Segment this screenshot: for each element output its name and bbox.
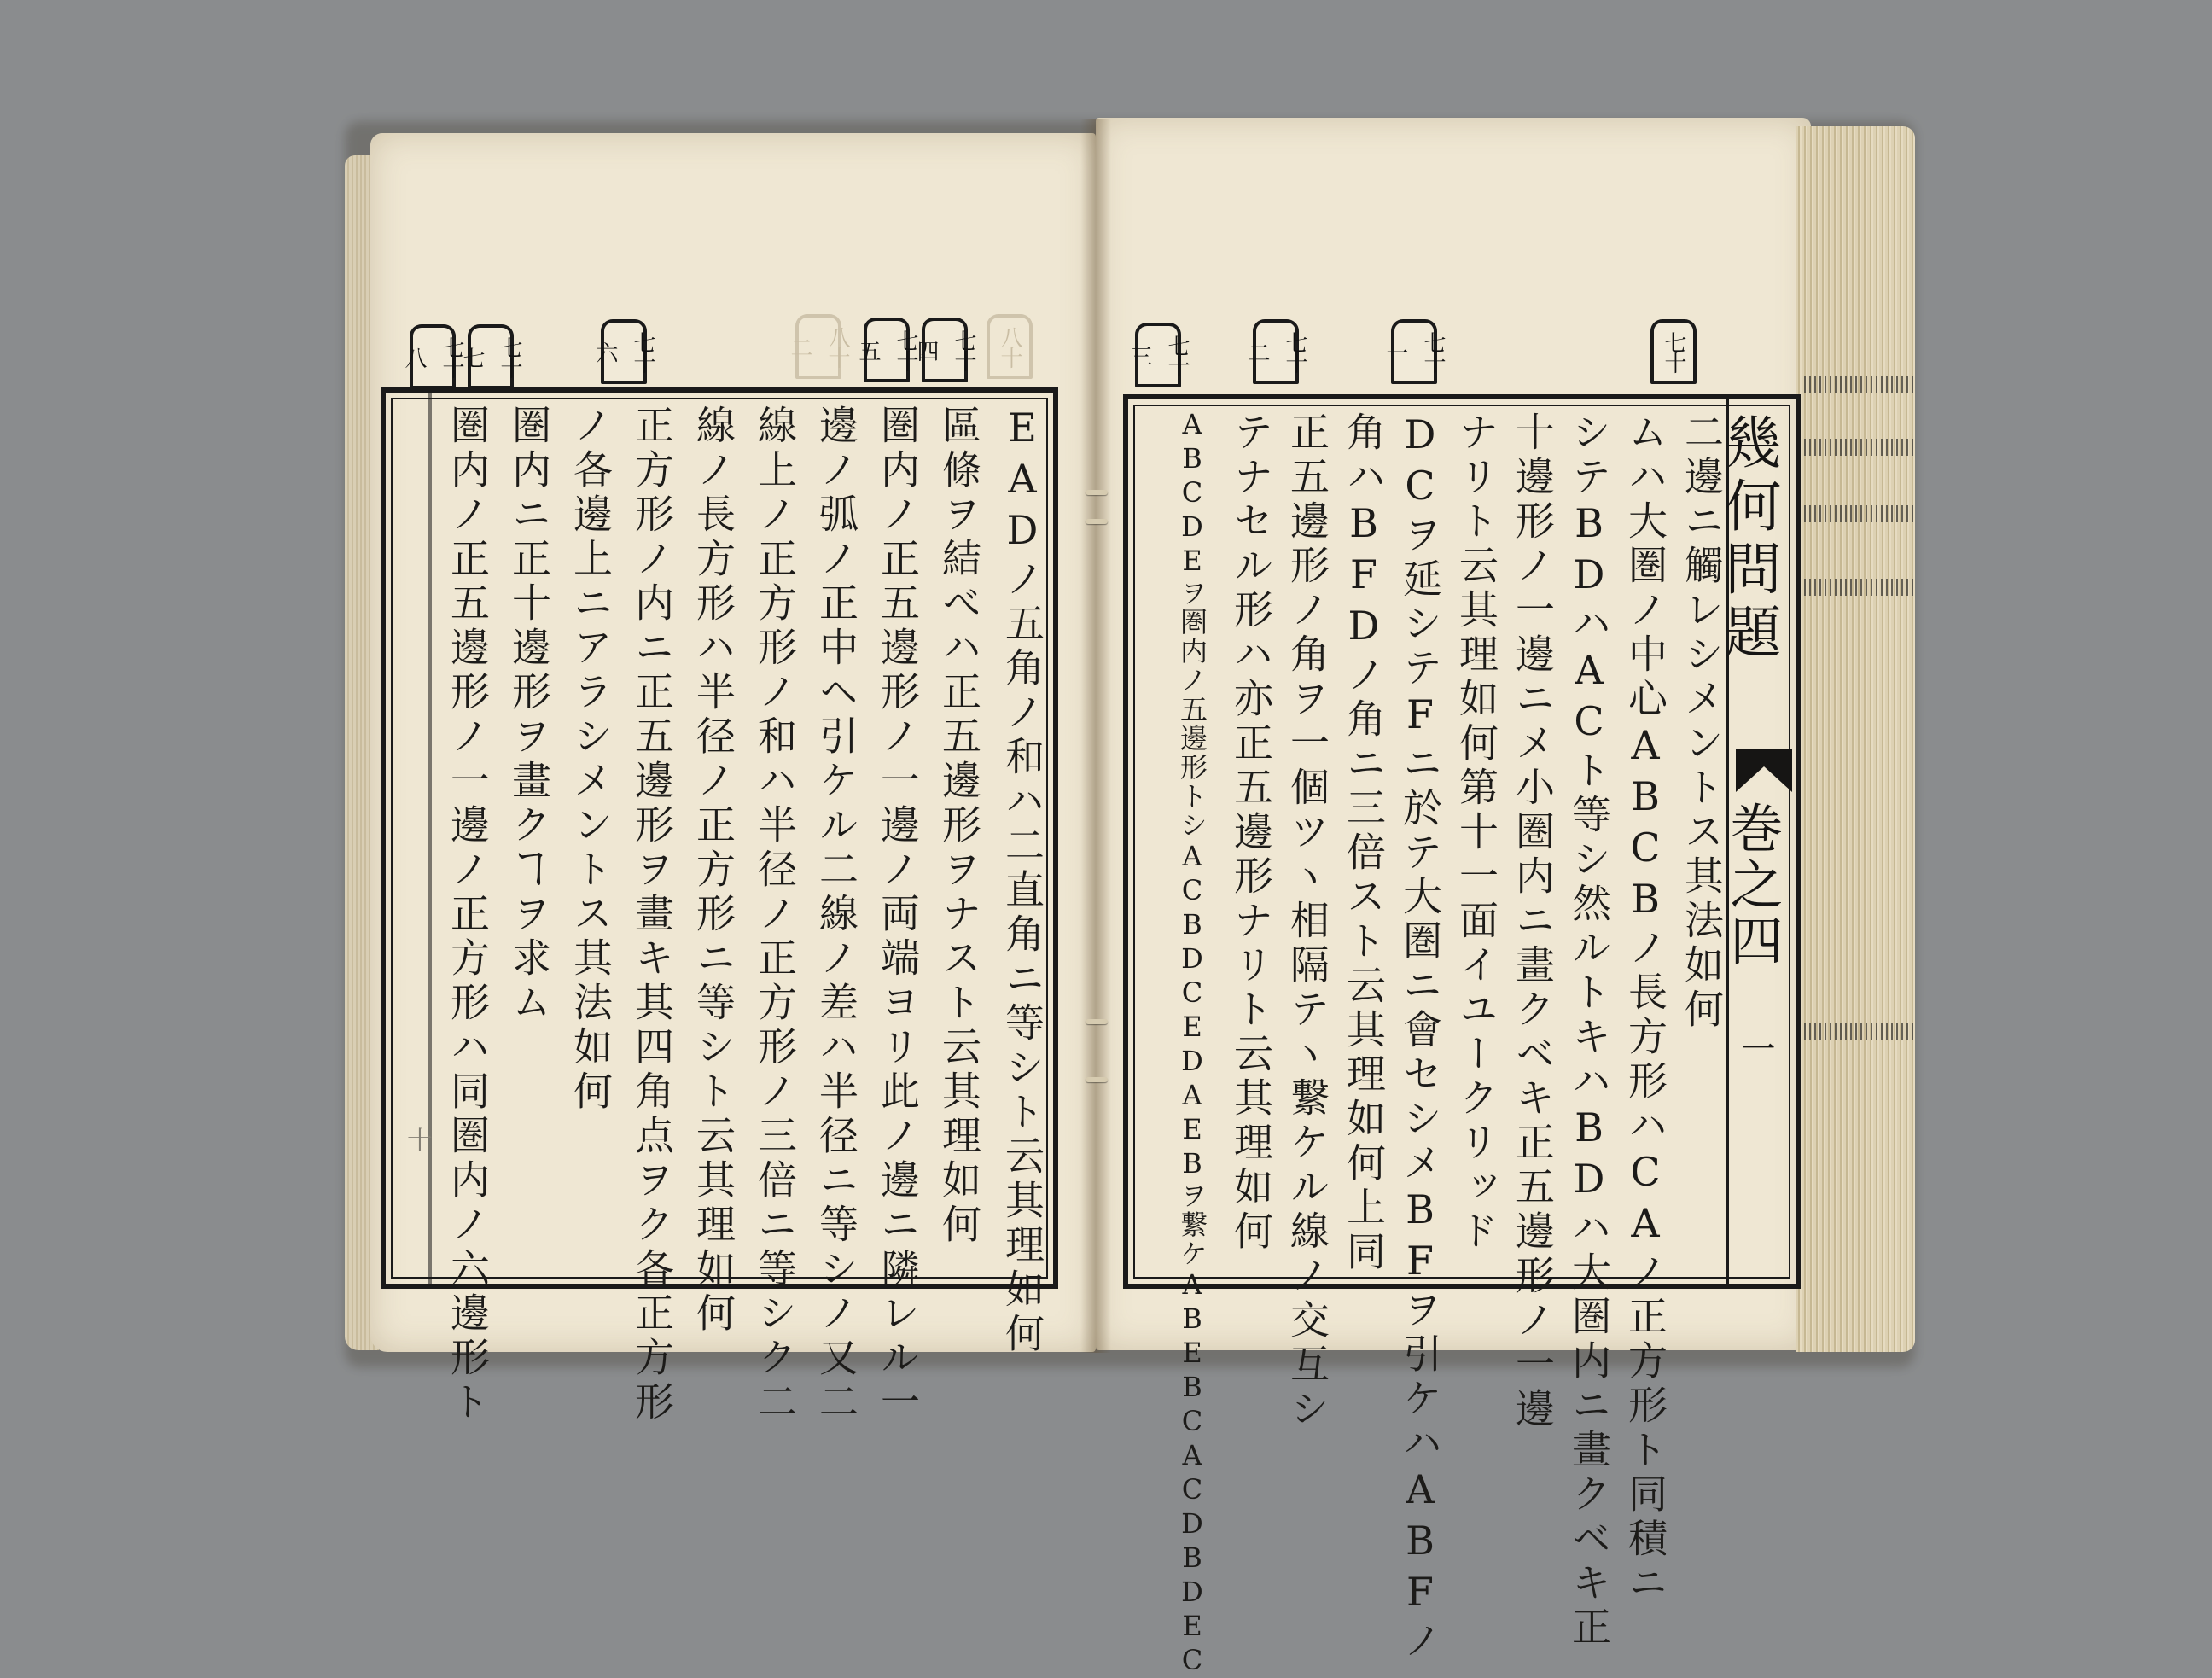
binding-gutter [1080,119,1111,1353]
open-book [345,113,1915,1678]
page-stack-edge [1796,126,1915,1352]
problem-tag-71: 七十一 [1391,319,1437,384]
text-column: 區條ヲ結べハ正五邊形ヲナスト云其理如何 [936,405,982,1248]
binding-thread [1086,490,1108,495]
problem-tag-78: 七十八 [410,324,456,389]
text-column: 線上ノ正方形ノ和ハ半径ノ正方形ノ三倍ニ等シク二 [752,405,798,1425]
text-column: 線ノ長方形ハ半径ノ正方形ニ等シト云其理如何 [690,405,736,1337]
title-column-shadow [386,393,432,1284]
book-title: 幾何問題 [1715,413,1781,666]
ink-smudge [1804,439,1913,456]
problem-tag-72: 七十二 [1253,319,1299,384]
ink-smudge [1804,376,1913,393]
text-column: EADノ五角ノ和ハ二直角ニ等シト云其理如何 [999,405,1045,1357]
folio-number-left: 十 [402,1127,432,1152]
ink-smudge [1804,505,1913,522]
text-column: シテBDハACト等シ然ルトキハBDハ大圏内ニ畫クベキ正 [1566,411,1612,1651]
problem-tag-76: 七十六 [601,319,647,384]
ghost-tag-80: 八十 [987,314,1033,379]
text-column: テナセル形ハ亦正五邊形ナリト云其理如何 [1228,411,1274,1255]
ink-smudge [1804,1023,1913,1040]
text-column: 十邊形ノ一邊ニメ小圏内ニ畫クベキ正五邊形ノ一邊 [1510,411,1556,1432]
ink-smudge [1804,579,1913,596]
folio-number: 一 [1736,1031,1775,1065]
fishtail-mark [1736,749,1792,792]
ghost-tag-82: 八十二 [795,314,841,379]
problem-tag-70: 七十 [1650,319,1697,384]
binding-thread [1086,1077,1108,1082]
text-column: 圏内ニ正十邊形ヲ畫クヿヲ求ム [506,405,552,1026]
text-column: DCヲ延シテFニ於テ大圏ニ會セシメBFヲ引ケハABFノ [1397,411,1443,1664]
text-column: ABCDEヲ圏内ノ五邊形トシACBDCEDAEBヲ繋ケABEBCACDBDEC [1176,408,1208,1678]
problem-tag-74: 七十四 [922,318,968,382]
volume-label: 巻之四 [1721,801,1784,970]
text-column: ノ各邊上ニアラシメントス其法如何 [568,405,614,1115]
text-column: 圏内ノ正五邊形ノ一邊ノ正方形ハ同圏内ノ六邊形ト [445,405,491,1425]
text-column: ナリト云其理如何第十一面イユークリッド [1453,411,1499,1255]
title-column [1715,399,1796,1284]
text-column: 二邊ニ觸レシメントス其法如何 [1679,411,1725,1033]
text-column: 圏内ノ正五邊形ノ一邊ノ両端ヨリ此ノ邊ニ隣レル一 [875,405,921,1425]
problem-tag-77: 七十七 [468,324,514,389]
left-text-frame [381,387,1058,1425]
problem-tag-75: 七十五 [864,318,910,382]
text-column: 正方形ノ内ニ正五邊形ヲ畫キ其四角点ヲク各正方形 [629,405,675,1425]
text-column: ムハ大圏ノ中心ABCBノ長方形ハCAノ正方形ト同積ニ [1622,411,1668,1606]
text-column: 角ハBFDノ角ニ三倍スト云其理如何上同 [1341,411,1387,1275]
problem-tag-73: 七十三 [1135,323,1181,387]
binding-thread [1086,519,1108,524]
text-column: 正五邊形ノ角ヲ一個ツヽ相隔テヽ繋ケル線ノ交互シ [1284,411,1330,1432]
text-column: 邊ノ弧ノ正中ヘ引ケル二線ノ差ハ半径ニ等シノ又二 [813,405,859,1425]
right-text-frame [1123,394,1801,1678]
binding-thread [1086,1019,1108,1024]
